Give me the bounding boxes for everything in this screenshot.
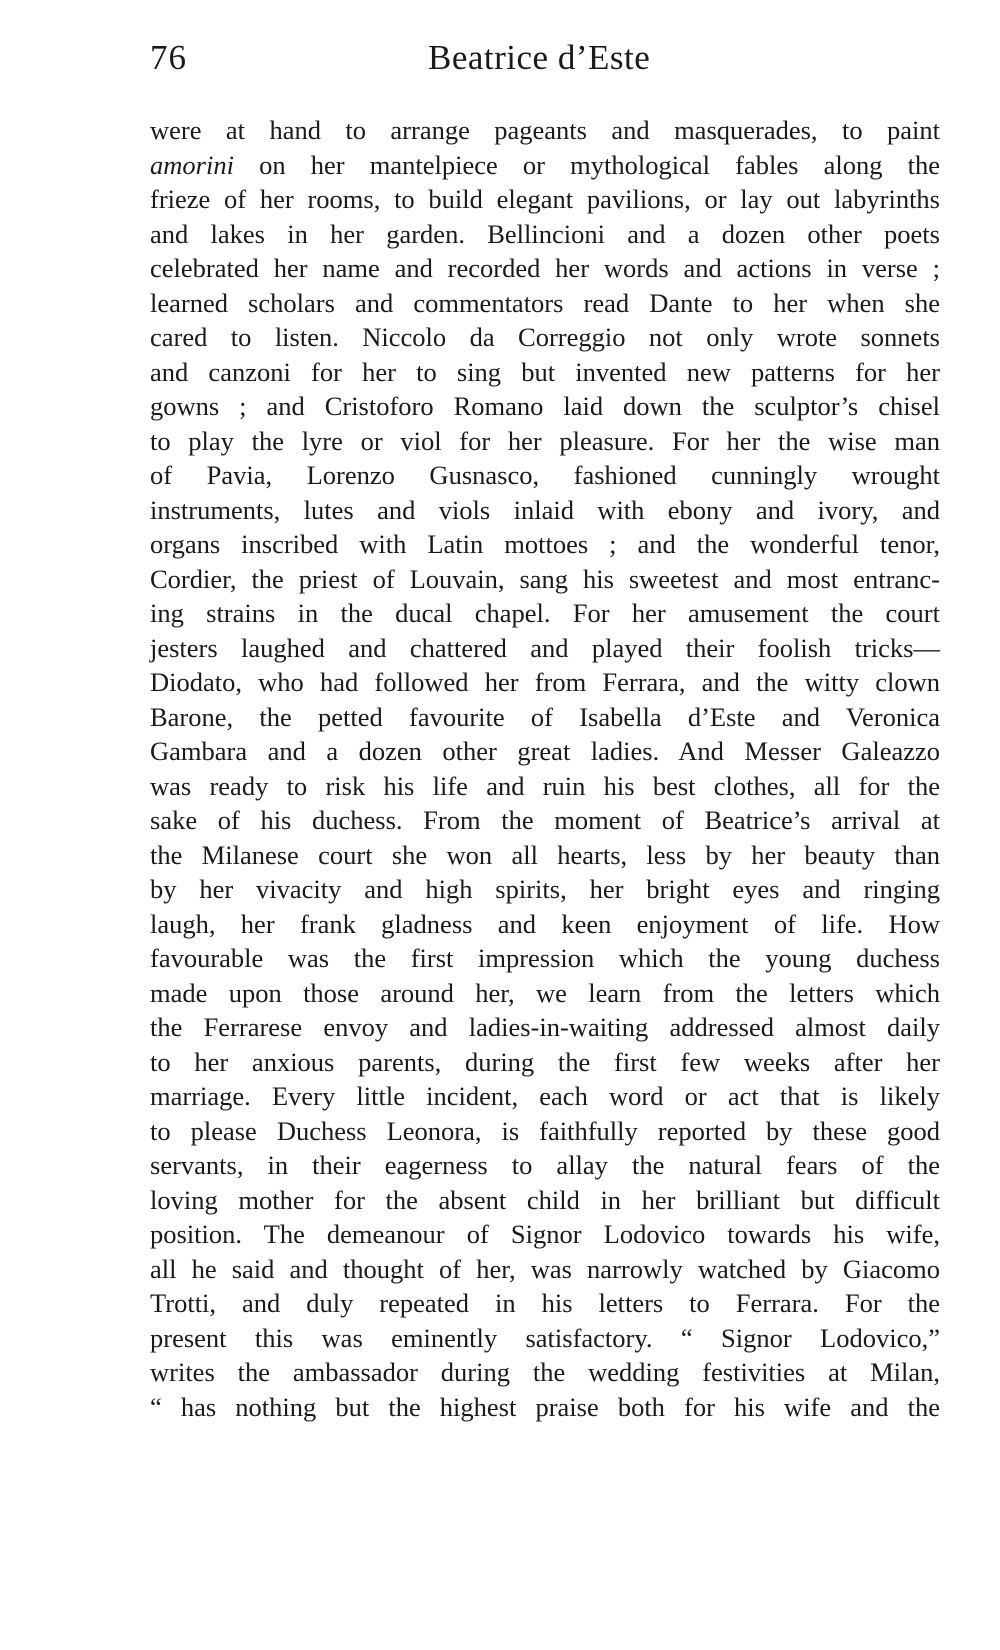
text-line: writes the ambassador during the wedding festivities at Milan,: [150, 1357, 940, 1387]
text-line: position. The demeanour of Signor Lodovico towards his wife,: [150, 1219, 940, 1249]
text-line: made upon those around her, we learn from the letters which: [150, 977, 940, 1008]
text-line: gowns ; and Cristoforo Romano laid down the sculptor’s chisel: [150, 391, 940, 421]
text-line: Cordier, the priest of Louvain, sang his sweetest and most entranc-: [150, 563, 940, 594]
text-line: “ has nothing but the highest praise both for his wife and the: [150, 1391, 940, 1422]
text-line: Trotti, and duly repeated in his letters to Ferrara. For the: [150, 1288, 940, 1318]
text-line: amorini on her mantelpiece or mythological fables along the: [150, 149, 940, 180]
text-line: sake of his duchess. From the moment of Beatrice’s arrival at: [150, 805, 940, 835]
text-line: Diodato, who had followed her from Ferrara, and the witty clown: [150, 667, 940, 697]
text-line: favourable was the first impression which the young duchess: [150, 943, 940, 973]
body-text: [150, 113, 940, 1424]
text-line: organs inscribed with Latin mottoes ; and the wonderful tenor,: [150, 529, 940, 559]
italic-term: amorini: [150, 149, 234, 180]
text-line: the Milanese court she won all hearts, less by her beauty than: [150, 839, 940, 870]
text-line: present this was eminently satisfactory. “ Signor Lodovico,”: [150, 1322, 940, 1353]
text-line: to play the lyre or viol for her pleasure. For her the wise man: [150, 425, 940, 456]
text-line: and canzoni for her to sing but invented new patterns for her: [150, 356, 940, 387]
text-line: and lakes in her garden. Bellincioni and a dozen other poets: [150, 218, 940, 249]
text-line: learned scholars and commentators read Dante to her when she: [150, 287, 940, 318]
text-line: to her anxious parents, during the first few weeks after her: [150, 1046, 940, 1077]
text-line: jesters laughed and chattered and played their foolish tricks—: [150, 632, 940, 663]
text-line: was ready to risk his life and ruin his best clothes, all for the: [150, 770, 940, 801]
text-line: Gambara and a dozen other great ladies. And Messer Galeazzo: [150, 736, 940, 766]
text-line: celebrated her name and recorded her words and actions in verse ;: [150, 253, 940, 283]
page-number: 76: [150, 38, 187, 77]
text-line: Barone, the petted favourite of Isabella d’Este and Veronica: [150, 701, 940, 732]
text-line: the Ferrarese envoy and ladies-in-waiting addressed almost daily: [150, 1012, 940, 1042]
text-line: by her vivacity and high spirits, her bright eyes and ringing: [150, 874, 940, 904]
text-line: servants, in their eagerness to allay the natural fears of the: [150, 1150, 940, 1180]
text-line: of Pavia, Lorenzo Gusnasco, fashioned cunningly wrought: [150, 460, 940, 490]
text-line: to please Duchess Leonora, is faithfully reported by these good: [150, 1115, 940, 1146]
text-line: laugh, her frank gladness and keen enjoyment of life. How: [150, 908, 940, 939]
running-title: Beatrice d’Este: [428, 38, 651, 77]
text-line: were at hand to arrange pageants and masquerades, to paint: [150, 115, 940, 145]
text-line: cared to listen. Niccolo da Correggio not only wrote sonnets: [150, 322, 940, 352]
text-line: loving mother for the absent child in her brilliant but difficult: [150, 1184, 940, 1215]
text-line: ing strains in the ducal chapel. For her amusement the court: [150, 598, 940, 628]
text-line: marriage. Every little incident, each word or act that is likely: [150, 1081, 940, 1111]
text-line: frieze of her rooms, to build elegant pavilions, or lay out labyrinths: [150, 184, 940, 214]
text-line: all he said and thought of her, was narrowly watched by Giacomo: [150, 1253, 940, 1284]
running-header: [150, 38, 940, 88]
text-line: instruments, lutes and viols inlaid with ebony and ivory, and: [150, 494, 940, 525]
